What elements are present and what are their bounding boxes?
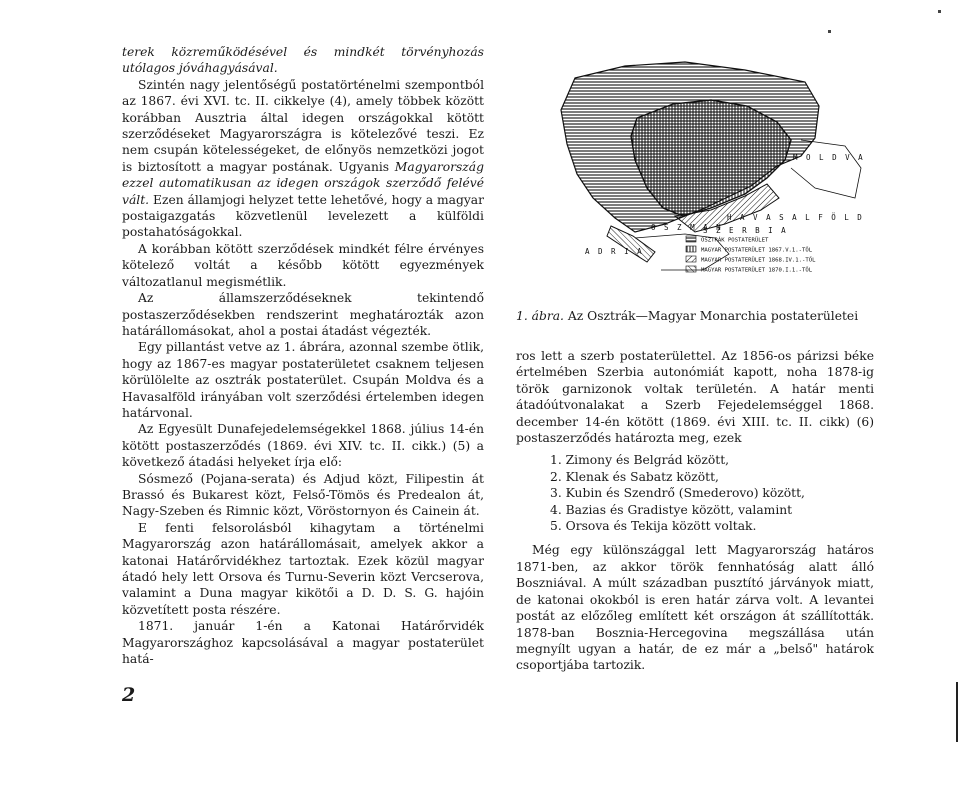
scan-edge-mark — [956, 682, 958, 742]
paragraph-handover-places: Sósmező (Pojana-serata) és Adjud közt, Filipestin át Brassó és Bukarest közt, Felső-Tömös és Predealon át, Nagy-Szeben és Rimnic közt, Vöröstornyon és Cainein át. — [122, 471, 484, 519]
list-item: 5. Orsova és Tekija között voltak. — [550, 519, 757, 534]
scan-speck — [938, 10, 941, 13]
list-item: 2. Klenak és Sabatz között, — [550, 469, 719, 484]
paragraph-border-stations: Az államszerződéseknek tekintendő postaszerződésekben rendszerint meghatározták azon határállomásokat, ahol a postai átadást végezték. — [122, 291, 484, 338]
paragraph-1871: 1871. január 1-én a Katonai Határőrvidék Magyarországhoz kapcsolásával a magyar postaterület hatá- — [122, 619, 484, 667]
list-item: 1. Zimony és Belgrád között, — [550, 453, 730, 468]
map-svg — [515, 48, 870, 296]
paragraph-text: Szintén nagy jelentőségű postatörténelmi szempontból az 1867. évi XVI. tc. II. cikkelye (4), amely többek között korábban Ausztria által idegen országokkal kötött szerződéseket Magyarországra is kötelezővé teszi. Ez nem csupán kötelességeket, de előnyös nemzetközi jogot is biztosított a magyar postának. Ugyanis — [122, 77, 484, 174]
paragraph-prior-treaties: A korábban kötött szerződések mindkét félre érvényes kötelező voltát a később kötött egyezmények változatlanul megismétlik. — [122, 241, 484, 289]
paragraph-italic-phrase: Magyarország ezzel automatikusan az idegen országok szerződő felévé vált. — [122, 159, 484, 207]
legend-swatch-1867 — [686, 246, 696, 252]
caption-text: Az Osztrák—Magyar Monarchia postaterületei — [567, 309, 859, 323]
map-label-moldva: M O L D V A — [793, 153, 865, 162]
paragraph-military-frontier: E fenti felsorolásból kihagytam a történelmi Magyarország azon határállomásait, amelyek akkor a katonai Határőrvidékhez tartoztak. Ezek közül magyar átadó hely lett Orsova és Turnu-Severin közt Vercserova, valamint a Duna magyar kikötői a D. D. S. G. hajóin közvetített posta részére. — [122, 520, 484, 617]
map-label-havasalfold: H A V A S A L F Ö L D — [727, 213, 864, 222]
left-text-column — [122, 44, 484, 667]
paragraph-text: Ezen államjogi helyzet tette lehetővé, hogy a magyar postaigazgatás közvetlenül levelezett a külföldi postahatóságokkal. — [122, 192, 484, 240]
hungarian-postal-area-1870 — [607, 226, 655, 262]
figure-caption — [516, 309, 876, 323]
intro-italic-line: terek közreműködésével és mindkét törvényhozás utólagos jóváhagyásával. — [122, 45, 484, 76]
map-label-adria: A D R I A — [585, 247, 644, 256]
legend-swatch-austrian — [686, 236, 696, 242]
legend-label-1870: MAGYAR POSTATERÜLET 1870.I.1.-TŐL — [701, 267, 813, 274]
paragraph-treaty-law — [122, 77, 484, 241]
list-item: 3. Kubin és Szendrő (Smederovo) között, — [550, 486, 805, 501]
paragraph-bosnia-border: Még egy különszággal lett Magyarország határos 1871-ben, az akkor török fennhatóság alatt álló Boszniával. A múlt században pusztító járványok miatt, de katonai okokból is eren határ zárva volt. A levantei postát az előzőleg említett két országon át szállították. 1878-ban Bosznia-Hercegovina megszállása után megnyílt ugyan a határ, de ez már a „belső" határok csoportjába tartozik. — [516, 543, 874, 673]
right-text-column — [516, 348, 874, 674]
page-number: 2 — [122, 684, 136, 706]
map-figure — [515, 48, 870, 296]
handover-route-list — [516, 452, 874, 534]
paragraph-serbian-border: ros lett a szerb postaterülettel. Az 1856-os párizsi béke értelmében Szerbia autonómiát kapott, noha 1878-ig török garnizonok voltak területén. A határ menti átadóútvonalakat a Szerb Fejedelemséggel 1868. december 14-én kötött (1869. évi XIII. tc. II. cikk) (6) postaszerződés határozta meg, ezek — [516, 349, 874, 446]
scan-speck — [828, 30, 831, 33]
map-label-oszman: O S Z M A N — [651, 223, 723, 232]
list-item: 4. Bazias és Gradistye között, valamint — [550, 502, 793, 517]
legend-label-austrian: OSZTRÁK POSTATERÜLET — [701, 237, 769, 244]
paragraph-danube-treaty: Az Egyesült Dunafejedelemségekkel 1868. július 14-én kötött postaszerződés (1869. évi XIV. tc. II. cikk.) (5) a következő átadási helyeket írja elő: — [122, 422, 484, 470]
legend-label-1868: MAGYAR POSTATERÜLET 1868.IV.1.-TŐL — [701, 257, 816, 264]
legend-label-1867: MAGYAR POSTATERÜLET 1867.V.1.-TŐL — [701, 247, 813, 254]
map-label-szerbia: S Z E R B I A — [703, 226, 788, 235]
legend-swatch-1870 — [686, 266, 696, 272]
paragraph-figure-reference: Egy pillantást vetve az 1. ábrára, azonnal szembe ötlik, hogy az 1867-es magyar postaterületet csaknem teljesen körülölelte az osztrák postaterület. Csupán Moldva és a Havasalföld irányában volt szerződési értelemben idegen határvonal. — [122, 340, 484, 420]
legend-swatch-1868 — [686, 256, 696, 262]
caption-label: 1. ábra. — [516, 309, 564, 323]
map-legend — [686, 236, 816, 274]
